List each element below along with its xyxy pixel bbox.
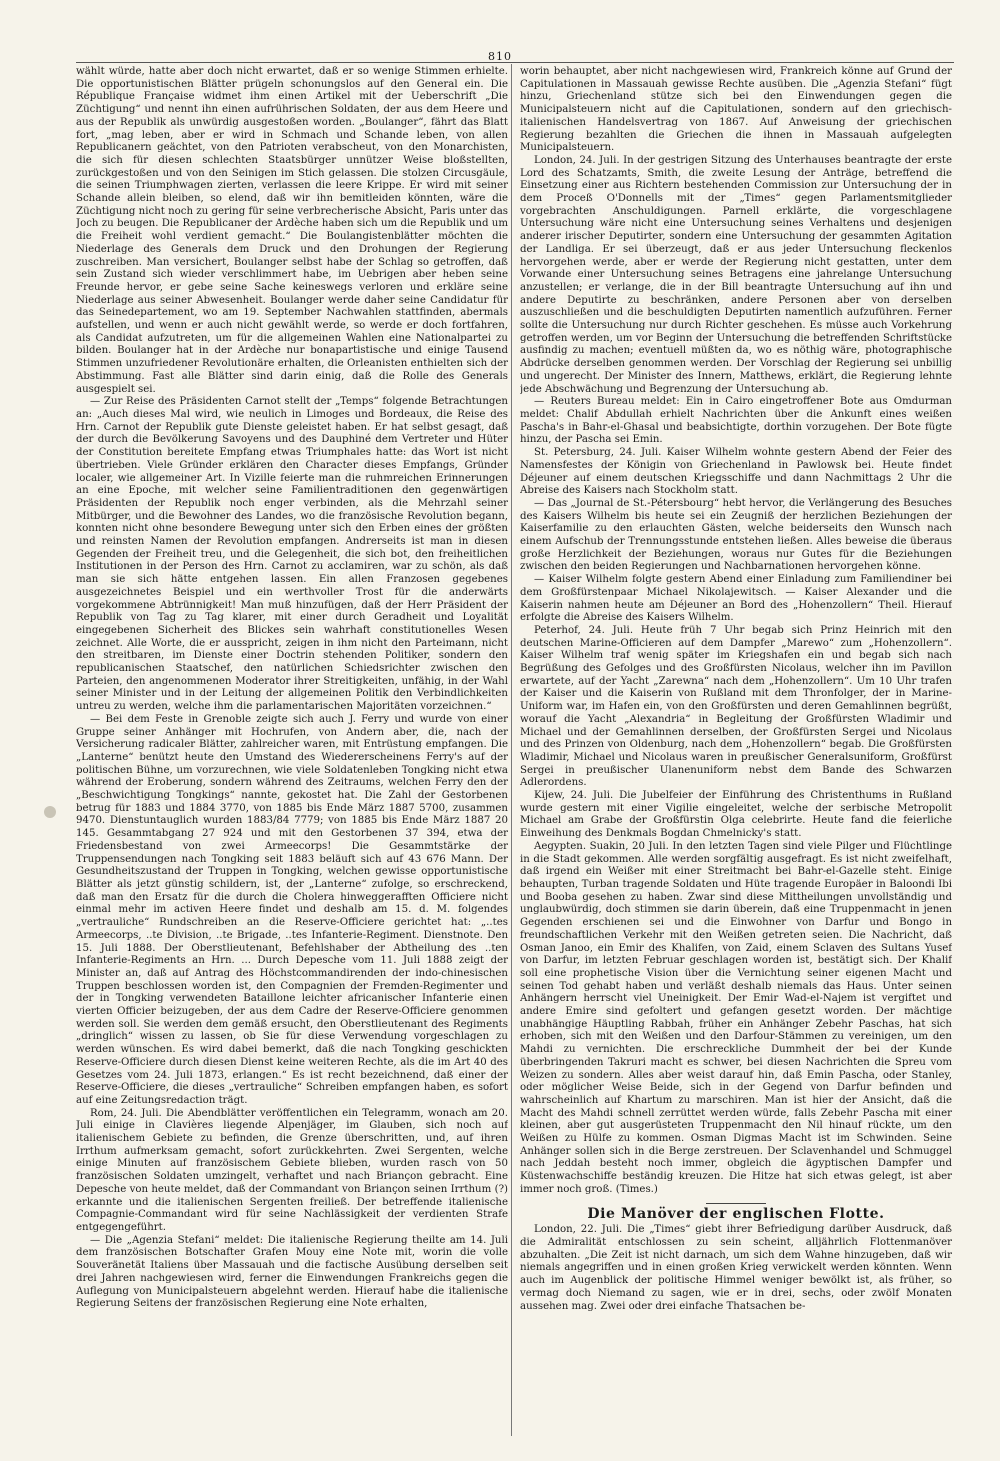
article-paragraph: — Das „Journal de St.-Pétersbourg“ hebt hervor, die Verlängerung des Besuches des Kaisers Wilhelm bis heute sei ein Zeugniß der herzlichen Beziehungen der Kaiserfamilie zu den erlauchten Gästen, welche beiderseits den Wunsch nach einem Aufschub der Trennungsstunde entstehen ließen. Alles beweise die überaus große Herzlichkeit der Beziehungen, woraus nur Gutes für die Beziehungen zwischen den beiden Regierungen und Nachbarnationen hervorgehen könne. bbox=[520, 497, 952, 573]
article-paragraph: — Zur Reise des Präsidenten Carnot stellt der „Temps“ folgende Betrachtungen an: „Auch dieses Mal wird, wie neulich in Limoges und Bordeaux, die Reise des Hrn. Carnot der Republik gute Dienste geleistet haben. Er hat selbst gesagt, daß der durch die Bevölkerung Savoyens und des Dauphiné dem Vertreter und Hüter der Constitution bereitete Empfang etwas Triumphales hatte: das Wort ist nicht übertrieben. Viele Gründer erklären den Character dieses Empfangs, Gründer localer, wie allgemeiner Art. In Vizille feierte man die ruhmreichen Erinnerungen an eine Epoche, mit welcher seine Familientraditionen den gegenwärtigen Präsidenten der Republik noch enger verbinden, als die Mehrzahl seiner Mitbürger, und die Bewohner des Landes, wo die französische Revolution begann, konnten nicht ohne besondere Bewegung unter sich den Erben eines der größten und reinsten Namen der Revolution empfangen. Andrerseits ist man in diesen Gegenden der Freiheit treu, und die Gelegenheit, die sich bot, den freiheitlichen Institutionen in der Person des Hrn. Carnot zu acclamiren, war zu schön, als daß man sie sich hätte entgehen lassen. Ein allen Franzosen gegebenes ausgezeichnetes Beispiel und ein werthvoller Trost für die anderwärts vorgekommene Abtrünnigkeit! Man muß hinzufügen, daß der Herr Präsident der Republik von Tag zu Tag klarer, mit einer durch Geradheit und Loyalität eingegebenen Sicherheit des Blickes sein wahrhaft constitutionelles Wesen zeichnet. Alle Worte, die er ausspricht, zeigen in ihm nicht den Parteimann, nicht den streitbaren, im Dienste einer Doctrin stehenden Politiker, sondern den republicanischen Staatschef, den natürlichen Schiedsrichter zwischen den Parteien, den angenommenen Moderator ihrer Streitigkeiten, unfähig, in der Wahl seiner Minister und in der Leitung der allgemeinen Politik den Verbindlichkeiten untreu zu werden, welche ihm die parlamentarischen Majoritäten vorzeichnen.“ bbox=[76, 396, 508, 713]
article-paragraph: London, 24. Juli. In der gestrigen Sitzung des Unterhauses beantragte der erste Lord des Schatzamts, Smith, die zweite Lesung der Anträge, betreffend die Einsetzung einer aus Richtern bestehenden Commission zur Untersuchung der in dem Proceß O'Donnells mit der „Times“ gegen Parlamentsmitglieder vorgebrachten Anschuldigungen. Parnell erklärte, die vorgeschlagene Untersuchung wäre nicht eine Untersuchung seines Verhaltens und desjenigen anderer irischer Deputirter, sondern eine Untersuchung der gesammten Agitation der Landliga. Er sei überzeugt, daß er aus jeder Untersuchung fleckenlos hervorgehen werde, aber er werde der Regierung nicht gestatten, unter dem Vorwande einer Untersuchung seines Betragens eine jahrelange Untersuchung anzustellen; er verlange, die in der Bill beantragte Untersuchung auf ihn und andere Deputirte zu beschränken, andere Personen aber von derselben auszuschließen und die beschuldigten Deputirten namentlich aufzuführen. Ferner sollte die Untersuchung nur durch Richter geschehen. Es müsse auch Vorkehrung getroffen werden, um vor Beginn der Untersuchung die betreffenden Schriftstücke ausfindig zu machen; eventuell müßten da, wo es nöthig wäre, photographische Abdrücke derselben genommen werden. Der Vorschlag der Regierung sei unbillig und ungerecht. Der Minister des Innern, Matthews, erklärt, die Regierung lehnte jede Abschwächung und Begrenzung der Untersuchung ab. bbox=[520, 154, 952, 395]
article-paragraph: — Kaiser Wilhelm folgte gestern Abend einer Einladung zum Familiendiner bei dem Großfürstenpaar Michael Nikolajewitsch. — Kaiser Alexander und die Kaiserin nahmen heute am Déjeuner an Bord des „Hohenzollern“ Theil. Hierauf erfolgte die Abreise des Kaisers Wilhelm. bbox=[520, 574, 952, 624]
header-rule bbox=[76, 62, 954, 63]
page-number: 810 bbox=[488, 50, 512, 63]
article-paragraph: Rom, 24. Juli. Die Abendblätter veröffentlichen ein Telegramm, wonach am 20. Juli einige in Clavières liegende Alpenjäger, im Glauben, sich noch auf italienischem Gebiete zu befinden, die Grenze überschritten, und, auf ihren Irrthum aufmerksam gemacht, sofort zurückkehrten. Zwei Sergenten, welche einige Minuten auf französischem Gebiete blieben, wurden rasch von 50 französischen Soldaten umzingelt, verhaftet und nach Briançon gebracht. Eine Depesche von heute meldet, daß der Commandant von Briançon seinen Irrthum (?) erkannte und die italienischen Sergenten freiließ. Der betreffende italienische Compagnie-Commandant wird für seine Nachlässigkeit der verdienten Strafe entgegengeführt. bbox=[76, 1107, 508, 1233]
article-paragraph: Kijew, 24. Juli. Die Jubelfeier der Einführung des Christenthums in Rußland wurde gestern mit einer Vigilie eingeleitet, welche der serbische Metropolit Michael am Grabe der Großfürstin Olga celebrirte. Heute fand die feierliche Einweihung des Denkmals Bogdan Chmelnicky's statt. bbox=[520, 790, 952, 840]
article-paragraph: worin behauptet, aber nicht nachgewiesen wird, Frankreich könne auf Grund der Capitulationen in Massauah gewisse Rechte ausüben. Die „Agenzia Stefani“ fügt hinzu, Griechenland stütze sich bei den Einwendungen gegen die Municipalsteuern nicht auf die Capitulationen, sondern auf den griechisch-italienischen Handelsvertrag von 1867. Auf Anweisung der griechischen Regierung bezahlten die Griechen die ihnen in Massauah aufgelegten Municipalsteuern. bbox=[520, 66, 952, 154]
article-paragraph: wählt würde, hatte aber doch nicht erwartet, daß er so wenige Stimmen erhielte. Die opportunistischen Blätter prügeln schonungslos auf den General ein. Die République Française widmet ihm einen Artikel mit der Ueberschrift „Die Züchtigung“ und nennt ihn einen aufrührischen Soldaten, der aus dem Heere und aus der Republik als unwürdig ausgestoßen worden. „Boulanger“, fährt das Blatt fort, „mag leben, aber er wird in Schmach und Schande leben, von allen Republicanern geächtet, von den Patrioten verabscheut, von den Monarchisten, die sich für diesen schlechten Staatsbürger unnützer Weise bloßstellten, zurückgestoßen und von den Seinigen im Stich gelassen. Die stolzen Circusgäule, die seinen Triumphwagen zierten, verlassen die leere Krippe. Er wird mit seiner Schande allein bleiben, so elend, daß wir ihn bemitleiden könnten, wäre die Züchtigung nicht noch zu gering für seine verbrecherische Absicht, Paris unter das Joch zu beugen. Die Republicaner der Ardèche haben sich um die Republik und um die Freiheit wohl verdient gemacht.“ Die Boulangistenblätter möchten die Niederlage des Generals dem Druck und den Drohungen der Regierung zuschreiben. Man versichert, Boulanger selbst habe der Schlag so getroffen, daß sein Zustand sich wieder verschlimmert habe, im Uebrigen aber heben seine Freunde hervor, er gebe seine Sache keineswegs verloren und erkläre seine Niederlage aus seiner Abwesenheit. Boulanger werde daher seine Candidatur für das Seinedepartement, wo am 19. September Nachwahlen stattfinden, abermals aufstellen, und wenn er auch nicht gewählt werde, so werde er doch fortfahren, als Candidat aufzutreten, um für die allgemeinen Wahlen eine Nationalpartei zu bilden. Boulanger hat in der Ardèche nur bonapartistische und einige Tausend Stimmen unzufriedener Revolutionäre erhalten, die Orleanisten enthielten sich der Abstimmung. Fast alle Blätter sind darin einig, daß die Rolle des Generals ausgespielt sei. bbox=[76, 66, 508, 395]
section-title: Die Manöver der englischen Flotte. bbox=[587, 1205, 885, 1222]
article-paragraph: St. Petersburg, 24. Juli. Kaiser Wilhelm wohnte gestern Abend der Feier des Namensfestes der Königin von Griechenland in Pawlowsk bei. Heute findet Déjeuner auf einem deutschen Kriegsschiffe und dann Nachmittags 2 Uhr die Abreise des Kaisers nach Stockholm statt. bbox=[520, 447, 952, 497]
article-paragraph: — Bei dem Feste in Grenoble zeigte sich auch J. Ferry und wurde von einer Gruppe seiner Anhänger mit Hochrufen, von Andern aber, die, nach der Versicherung radicaler Blätter, zahlreicher waren, mit Entrüstung empfangen. Die „Lanterne“ benützt heute den Umstand des Wiedererscheinens Ferry's auf der politischen Bühne, um vorzurechnen, wie viele Soldatenleben Tongking nicht etwa während der Eroberung, sondern während des Zeitraums, welchen Ferry den der „Beschwichtigung Tongkings“ nannte, gekostet hat. Die Zahl der Gestorbenen betrug für 1883 und 1884 3770, von 1885 bis Ende März 1887 5700, zusammen 9470. Dienstuntauglich wurden 1883/84 7779; von 1885 bis Ende März 1887 20 145. Gesammtabgang 27 924 und mit den Gestorbenen 37 394, etwa der Friedensbestand von zwei Armeecorps! Die Gesammtstärke der Truppensendungen nach Tongking seit 1883 beläuft sich auf 43 676 Mann. Der Gesundheitszustand der Truppen in Tongking, welchen gewisse opportunistische Blätter als jetzt günstig schildern, ist, der „Lanterne“ zufolge, so erschreckend, daß man den Ersatz für die durch die Cholera hinweggerafften Officiere nicht einmal mehr im activen Heere findet und deshalb am 15. d. M. folgendes „vertrauliche“ Rundschreiben an die Reserve-Officiere gerichtet hat: „..tes Armeecorps, ..te Division, ..te Brigade, ..tes Infanterie-Regiment. Dienstnote. Den 15. Juli 1888. Der Oberstlieutenant, Befehlshaber der Abtheilung des ..ten Infanterie-Regiments an Hrn. ... Durch Depesche vom 11. Juli 1888 zeigt der Minister an, daß auf Antrag des Höchstcommandirenden der indo-chinesischen Truppen beschlossen worden ist, den Compagnien der Fremden-Regimenter und der in Tongking verwendeten Bataillone leichter africanischer Infanterie einen vierten Officier beizugeben, der aus dem Cadre der Reserve-Officiere genommen werden soll. Sie werden dem gemäß ersucht, den Oberstlieutenant des Regiments „dringlich“ wissen zu lassen, ob Sie für diese Verwendung vorgeschlagen zu werden wünschen. Es wird dabei bemerkt, daß die nach Tongking geschickten Reserve-Officiere durch diesen Dienst keine weiteren Rechte, als die im Art 40 des Gesetzes vom 24. Juli 1873, erlangen.“ Es ist recht bezeichnend, daß einer der Reserve-Officiere, die dieses „vertrauliche“ Schreiben empfangen haben, es sofort auf eine Zeitungsredaction trägt. bbox=[76, 713, 508, 1106]
left-column bbox=[76, 66, 508, 1436]
ink-blot bbox=[44, 806, 56, 818]
column-divider bbox=[511, 64, 512, 1436]
article-paragraph: — Reuters Bureau meldet: Ein in Cairo eingetroffener Bote aus Omdurman meldet: Chalif Abdullah erhielt Nachrichten über die Ankunft eines weißen Pascha's in Bahr-el-Ghasal und beabsichtigte, dorthin vorzugehen. Der Bote fügte hinzu, der Pascha sei Emin. bbox=[520, 396, 952, 446]
article-paragraph: London, 22. Juli. Die „Times“ giebt ihrer Befriedigung darüber Ausdruck, daß die Admiralität entschlossen zu sein scheint, alljährlich Flottenmanöver abzuhalten. „Die Zeit ist nicht darnach, um sich dem Wahne hinzugeben, daß wir niemals angegriffen und in einen großen Krieg verwickelt werden könnten. Wenn auch im Augenblick der politische Himmel weniger bewölkt ist, als früher, so vermag doch Niemand zu sagen, wie er in drei, sechs, oder zwölf Monaten aussehen mag. Zwei oder drei einfache Thatsachen be- bbox=[520, 1224, 952, 1312]
section-rule bbox=[706, 1203, 766, 1204]
article-paragraph: Peterhof, 24. Juli. Heute früh 7 Uhr begab sich Prinz Heinrich mit den deutschen Marine-Officieren auf dem Dampfer „Marewo“ zum „Hohenzollern“. Kaiser Wilhelm traf wenig später im Kriegshafen ein und begab sich nach Begrüßung des Gefolges und des Großfürsten Nicolaus, welcher ihn im Pavillon erwartete, auf der Yacht „Zarewna“ nach dem „Hohenzollern“. Um 10 Uhr trafen der Kaiser und die Kaiserin von Rußland mit dem Thronfolger, der in Marine-Uniform war, im Hafen ein, von den Großfürsten und deren Gemahlinnen begrüßt, worauf die Yacht „Alexandria“ in Begleitung der Großfürsten Wladimir und Michael und der Gemahlinnen derselben, der Großfürsten Sergei und Nicolaus und des Prinzen von Oldenburg, nach dem „Hohenzollern“ begab. Die Großfürsten Wladimir, Michael und Nicolaus waren in preußischer Generalsuniform, Großfürst Sergei in preußischer Ulanenuniform nebst dem Bande des Schwarzen Adlerordens. bbox=[520, 624, 952, 789]
right-column bbox=[520, 66, 952, 1436]
article-paragraph: — Die „Agenzia Stefani“ meldet: Die italienische Regierung theilte am 14. Juli dem französischen Botschafter Grafen Mouy eine Note mit, worin die volle Souveränetät Italiens über Massauah und die factische Ausübung derselben seit drei Jahren nachgewiesen wird, ferner die Einwendungen Frankreichs gegen die Auflegung von Municipalsteuern abgelehnt werden. Hierauf habe die italienische Regierung Seitens der französischen Regierung eine Note erhalten, bbox=[76, 1234, 508, 1310]
article-paragraph: Aegypten. Suakin, 20 Juli. In den letzten Tagen sind viele Pilger und Flüchtlinge in die Stadt gekommen. Alle werden sorgfältig ausgefragt. Es ist nicht zweifelhaft, daß irgend ein Weißer mit einer Streitmacht bei Bahr-el-Gazelle steht. Einige behaupten, Turban tragende Soldaten und Hüte tragende Europäer in Baloondi Ibi und Booba gesehen zu haben. Zwar sind diese Mittheilungen unvollständig und unglaubwürdig, doch stimmen sie darin überein, daß eine Truppenmacht in jenen Gegenden erschienen sei und die Einwohner von Darfur und Bongo in freundschaftlichen Verkehr mit den Weißen getreten seien. Die Nachricht, daß Osman Janoo, ein Emir des Khalifen, von Zaid, einem Sclaven des Sultans Yusef von Darfur, im letzten Februar geschlagen worden ist, bestätigt sich. Der Khalif soll eine prophetische Vision über die Vernichtung seiner eigenen Macht und seinen Tod gehabt haben und verläßt deshalb niemals das Haus. Unter seinen Anhängern herrscht viel Uneinigkeit. Der Emir Wad-el-Najem ist vergiftet und andere Emire sind gefoltert und gefangen gesetzt worden. Der mächtige unabhängige Häuptling Rabbah, früher ein Anhänger Zebehr Paschas, hat sich erhoben, sich mit den Weißen und den Darfour-Stämmen zu vereinigen, um den Mahdi zu vernichten. Die erschreckliche Dummheit der bei der Kunde überbringenden Takruri macht es schwer, bei diesen Nachrichten die Spreu vom Weizen zu sondern. Alles aber weist darauf hin, daß Emin Pascha, oder Stanley, oder möglicher Weise Beide, sich in der Gegend von Darfur befinden und wahrscheinlich auf Khartum zu marschiren. Man ist hier der Ansicht, daß die Macht des Mahdi schnell zerrüttet werden würde, falls Zebehr Pascha mit einer kleinen, aber gut ausgerüsteten Truppenmacht den Nil hinauf rückte, um den Weißen zu Hülfe zu kommen. Osman Digmas Macht ist im Schwinden. Seine Anhänger sollen sich in die Berge zerstreuen. Der Sclavenhandel und Schmuggel nach Jeddah besteht noch immer, obgleich die ägyptischen Dampfer und Küstenwachschiffe beständig kreuzen. Die Hitze hat sich etwas gelegt, ist aber immer noch groß. (Times.) bbox=[520, 840, 952, 1195]
